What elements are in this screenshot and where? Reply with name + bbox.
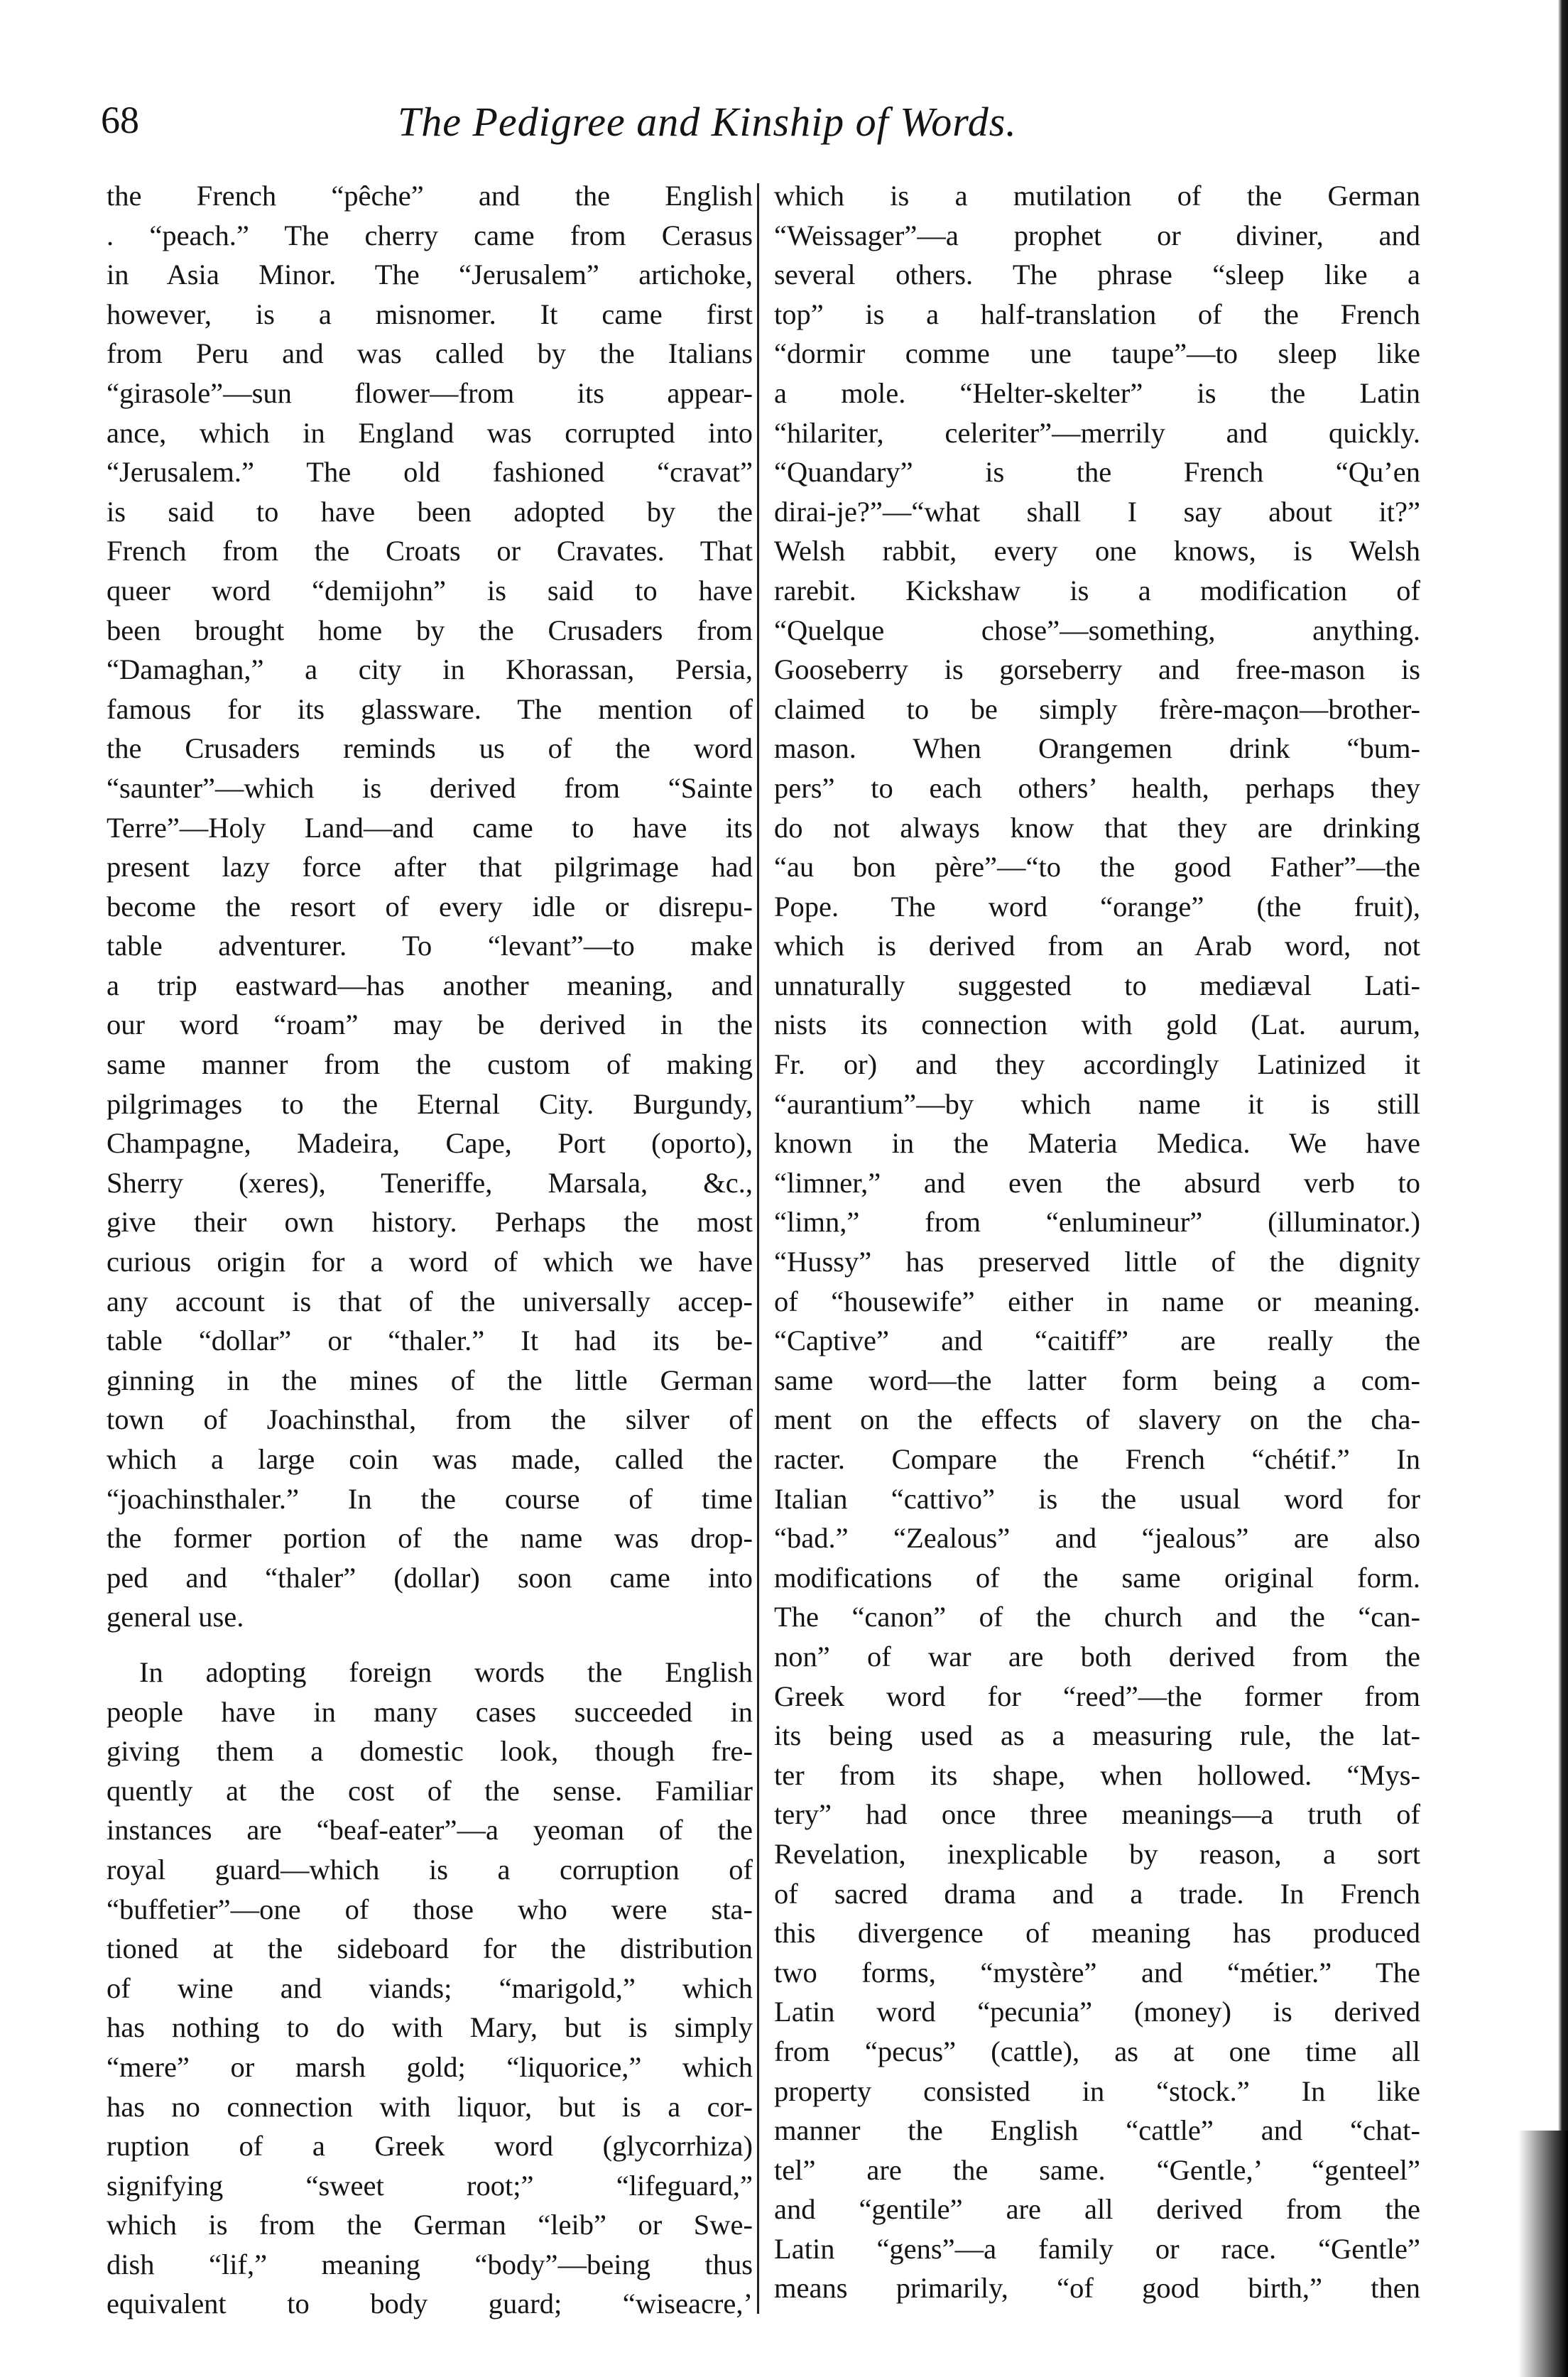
column-divider <box>757 183 759 2314</box>
right-column <box>774 176 1420 2308</box>
text-line: tioned at the sideboard for the distribution <box>107 1932 753 1965</box>
text-line: is said to have been adopted by the <box>107 495 753 528</box>
text-line: which a large coin was made, called the <box>107 1443 753 1475</box>
text-line: “limn,” from “enlumineur” (illuminator.) <box>774 1206 1420 1239</box>
running-title: The Pedigree and Kinship of Words. <box>398 99 1017 145</box>
text-line: this divergence of meaning has produced <box>774 1917 1420 1949</box>
text-line: any account is that of the universally accep- <box>107 1285 753 1317</box>
text-line: top” is a half-translation of the French <box>774 298 1420 330</box>
text-line: “joachinsthaler.” In the course of time <box>107 1482 753 1515</box>
text-line: of sacred drama and a trade. In French <box>774 1877 1420 1910</box>
text-line: in Asia Minor. The “Jerusalem” artichoke, <box>107 259 753 291</box>
text-line: of “housewife” either in name or meaning. <box>774 1285 1420 1317</box>
text-line: a mole. “Helter-skelter” is the Latin <box>774 376 1420 409</box>
text-line: Gooseberry is gorseberry and free-mason is <box>774 653 1420 686</box>
text-line: town of Joachinsthal, from the silver of <box>107 1403 753 1436</box>
text-line: general use. <box>107 1601 244 1633</box>
text-line: ped and “thaler” (dollar) soon came into <box>107 1561 753 1594</box>
text-line: Sherry (xeres), Teneriffe, Marsala, &c., <box>107 1166 753 1199</box>
text-line: the Crusaders reminds us of the word <box>107 732 753 765</box>
text-line: “aurantium”—by which name it is still <box>774 1087 1420 1120</box>
text-line: “girasole”—sun flower—from its appear- <box>107 376 753 409</box>
text-line: “saunter”—which is derived from “Sainte <box>107 771 753 804</box>
text-line: non” of war are both derived from the <box>774 1640 1420 1672</box>
text-line: same word—the latter form being a com- <box>774 1364 1420 1396</box>
text-line: “Quandary” is the French “Qu’en <box>774 456 1420 489</box>
text-line: claimed to be simply frère-maçon—brother- <box>774 692 1420 725</box>
text-line: quently at the cost of the sense. Familiar <box>107 1774 753 1807</box>
text-line: “au bon père”—“to the good Father”—the <box>774 851 1420 883</box>
text-line: nists its connection with gold (Lat. aurum, <box>774 1008 1420 1041</box>
text-line: which is from the German “leib” or Swe- <box>107 2209 753 2241</box>
text-line: has no connection with liquor, but is a cor- <box>107 2090 753 2123</box>
text-line: been brought home by the Crusaders from <box>107 614 753 646</box>
text-line: from Peru and was called by the Italians <box>107 337 753 370</box>
page-number: 68 <box>101 99 139 141</box>
text-line: Pope. The word “orange” (the fruit), <box>774 890 1420 923</box>
text-line: our word “roam” may be derived in the <box>107 1008 753 1041</box>
text-line: of wine and viands; “marigold,” which <box>107 1971 753 2004</box>
text-line: however, is a misnomer. It came first <box>107 298 753 330</box>
left-column <box>107 176 753 2324</box>
text-line: curious origin for a word of which we have <box>107 1246 753 1278</box>
text-line: the French “pêche” and the English <box>107 180 753 212</box>
text-line: manner the English “cattle” and “chat- <box>774 2114 1420 2147</box>
text-line: “limner,” and even the absurd verb to <box>774 1166 1420 1199</box>
text-line: instances are “beaf-eater”—a yeoman of the <box>107 1814 753 1846</box>
text-line: Greek word for “reed”—the former from <box>774 1680 1420 1712</box>
text-line: “mere” or marsh gold; “liquorice,” which <box>107 2050 753 2083</box>
text-line: Champagne, Madeira, Cape, Port (oporto), <box>107 1127 753 1160</box>
text-line: racter. Compare the French “chétif.” In <box>774 1443 1420 1475</box>
text-line: two forms, “mystère” and “métier.” The <box>774 1956 1420 1989</box>
page-edge-shadow <box>1558 0 1568 2377</box>
text-line: dirai-je?”—“what shall I say about it?” <box>774 495 1420 528</box>
page-corner-shadow <box>1518 2131 1568 2377</box>
text-line: pers” to each others’ health, perhaps they <box>774 771 1420 804</box>
text-line: giving them a domestic look, though fre- <box>107 1735 753 1768</box>
text-line: become the resort of every idle or disrepu- <box>107 890 753 923</box>
text-line: modifications of the same original form. <box>774 1561 1420 1594</box>
text-line: ruption of a Greek word (glycorrhiza) <box>107 2130 753 2163</box>
text-line: In adopting foreign words the English <box>139 1655 753 1688</box>
text-line: . “peach.” The cherry came from Cerasus <box>107 219 753 251</box>
text-line: queer word “demijohn” is said to have <box>107 574 753 607</box>
text-line: the former portion of the name was drop- <box>107 1522 753 1555</box>
text-line: tery” had once three meanings—a truth of <box>774 1798 1420 1831</box>
text-line: which is derived from an Arab word, not <box>774 930 1420 962</box>
text-line: its being used as a measuring rule, the lat- <box>774 1719 1420 1752</box>
text-line: “Quelque chose”—something, anything. <box>774 614 1420 646</box>
text-line: “hilariter, celeriter”—merrily and quickly. <box>774 416 1420 449</box>
text-line: “Damaghan,” a city in Khorassan, Persia, <box>107 653 753 686</box>
text-line: Italian “cattivo” is the usual word for <box>774 1482 1420 1515</box>
text-line: table “dollar” or “thaler.” It had its be- <box>107 1325 753 1357</box>
text-line: people have in many cases succeeded in <box>107 1695 753 1728</box>
paragraph-spacer <box>107 1637 753 1653</box>
text-line: ance, which in England was corrupted into <box>107 416 753 449</box>
text-line: known in the Materia Medica. We have <box>774 1127 1420 1160</box>
text-line: several others. The phrase “sleep like a <box>774 259 1420 291</box>
text-line: means primarily, “of good birth,” then <box>774 2272 1420 2305</box>
text-line: “bad.” “Zealous” and “jealous” are also <box>774 1522 1420 1555</box>
text-line: tel” are the same. “Gentle,’ “genteel” <box>774 2153 1420 2186</box>
text-line: table adventurer. To “levant”—to make <box>107 930 753 962</box>
text-line: equivalent to body guard; “wiseacre,’ <box>107 2288 753 2320</box>
text-line: The “canon” of the church and the “can- <box>774 1601 1420 1633</box>
text-line: present lazy force after that pilgrimage had <box>107 851 753 883</box>
text-line: a trip eastward—has another meaning, and <box>107 969 753 1001</box>
text-line: “Captive” and “caitiff” are really the <box>774 1325 1420 1357</box>
text-line: ment on the effects of slavery on the cha- <box>774 1403 1420 1436</box>
text-line: which is a mutilation of the German <box>774 180 1420 212</box>
text-line: famous for its glassware. The mention of <box>107 692 753 725</box>
text-line: Revelation, inexplicable by reason, a sort <box>774 1837 1420 1870</box>
text-line: do not always know that they are drinking <box>774 811 1420 844</box>
text-line: Welsh rabbit, every one knows, is Welsh <box>774 535 1420 567</box>
text-line: signifying “sweet root;” “lifeguard,” <box>107 2169 753 2202</box>
text-line: same manner from the custom of making <box>107 1048 753 1081</box>
text-line: “Jerusalem.” The old fashioned “cravat” <box>107 456 753 489</box>
text-line: pilgrimages to the Eternal City. Burgundy, <box>107 1087 753 1120</box>
text-line: royal guard—which is a corruption of <box>107 1853 753 1886</box>
text-line: give their own history. Perhaps the most <box>107 1206 753 1239</box>
text-line: “Weissager”—a prophet or diviner, and <box>774 219 1420 251</box>
text-line: ginning in the mines of the little German <box>107 1364 753 1396</box>
text-line: mason. When Orangemen drink “bum- <box>774 732 1420 765</box>
text-line: French from the Croats or Cravates. That <box>107 535 753 567</box>
text-line: and “gentile” are all derived from the <box>774 2193 1420 2226</box>
text-line: has nothing to do with Mary, but is simply <box>107 2011 753 2044</box>
text-line: property consisted in “stock.” In like <box>774 2074 1420 2107</box>
text-line: from “pecus” (cattle), as at one time all <box>774 2035 1420 2067</box>
text-line: Latin word “pecunia” (money) is derived <box>774 1996 1420 2028</box>
text-line: dish “lif,” meaning “body”—being thus <box>107 2248 753 2280</box>
text-line: Terre”—Holy Land—and came to have its <box>107 811 753 844</box>
text-line: “Hussy” has preserved little of the dignity <box>774 1246 1420 1278</box>
text-line: rarebit. Kickshaw is a modification of <box>774 574 1420 607</box>
text-line: “buffetier”—one of those who were sta- <box>107 1893 753 1925</box>
text-line: Latin “gens”—a family or race. “Gentle” <box>774 2232 1420 2265</box>
text-line: unnaturally suggested to mediæval Lati- <box>774 969 1420 1001</box>
text-line: ter from its shape, when hollowed. “Mys- <box>774 1758 1420 1791</box>
text-line: Fr. or) and they accordingly Latinized it <box>774 1048 1420 1081</box>
text-line: “dormir comme une taupe”—to sleep like <box>774 337 1420 370</box>
